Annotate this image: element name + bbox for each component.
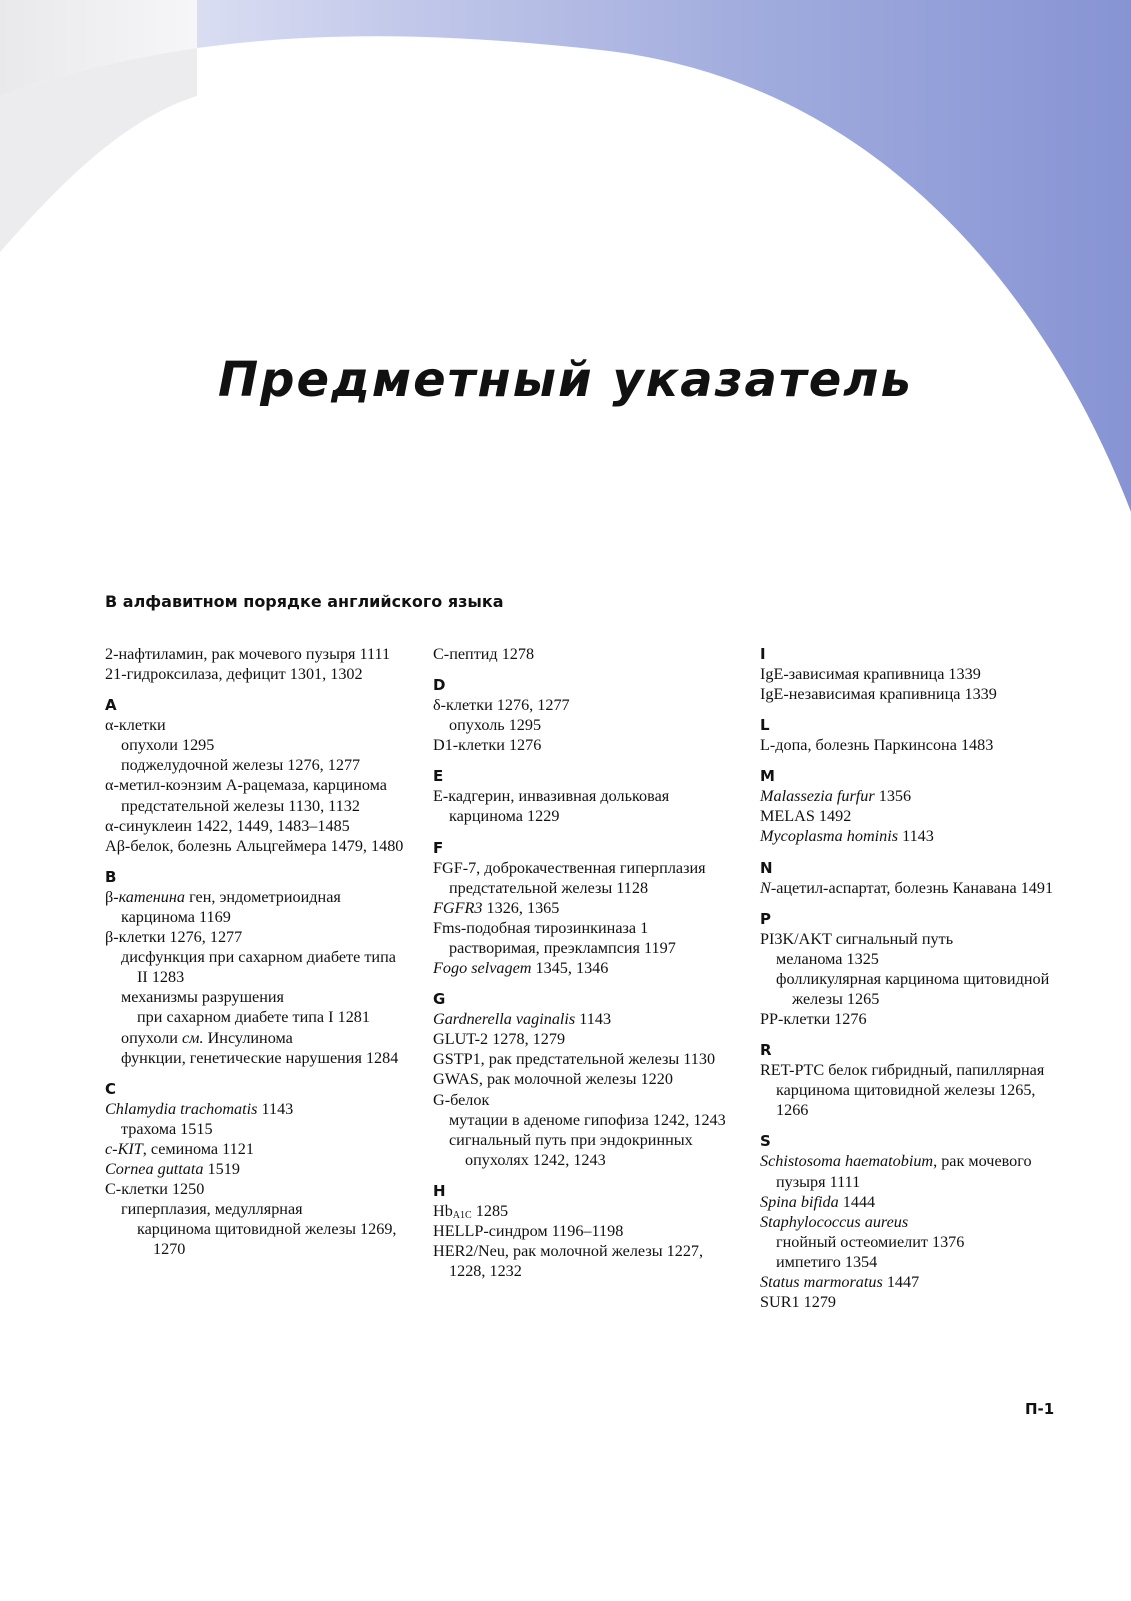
index-subentry: импетиго 1354 [776,1252,878,1271]
index-entry: RET-PTC белок гибридный, папиллярная карцинома щитовидной железы 1265, 1266 [760,1061,1045,1120]
entry-subscript: A1C [452,1209,472,1221]
entry-text: 1519 [203,1159,240,1178]
index-entry: 2-нафтиламин, рак мочевого пузыря 1111 [105,645,391,663]
entry-italic-term: Fogo selvagem [433,959,532,978]
entry-italic-term: Schistosoma haematobium [760,1152,934,1171]
entry-text: 1143 [257,1099,294,1118]
index-entry [760,826,1060,846]
letter-heading-i: I [760,645,766,663]
entry-italic-term: Chlamydia trachomatis [105,1099,258,1118]
entry-text: β- [105,887,119,906]
index-entry: Fms-подобная тирозинкиназа 1 растворимая, преэклампсия 1197 [433,918,676,957]
index-entry: SUR1 1279 [760,1293,837,1312]
index-entry [433,1009,738,1029]
index-entry: α-синуклеин 1422, 1449, 1483–1485 [105,816,350,835]
entry-italic-term: Spina bifida [760,1192,839,1211]
index-entry: PP-клетки 1276 [760,1010,867,1029]
index-entry [105,1139,410,1159]
index-subentry: дисфункция при сахарном диабете типа II 1283 [121,948,396,987]
letter-heading-b: B [105,867,117,886]
index-entry: IgE-зависимая крапивница 1339 [760,665,981,683]
entry-italic-term: Malassezia furfur [760,787,875,806]
entry-text: , семинома 1121 [142,1139,254,1158]
index-subentry: гнойный остеомиелит 1376 [776,1232,965,1251]
entry-italic-term: Gardnerella vaginalis [433,1010,576,1029]
entry-text: Hb [433,1201,453,1220]
page-title: Предметный указатель [218,352,913,408]
index-entry [105,1099,410,1119]
letter-heading-a: A [105,696,117,715]
index-entry: GLUT-2 1278, 1279 [433,1030,566,1049]
index-column-1 [105,644,410,1259]
index-entry: MELAS 1492 [760,807,852,826]
entry-text: 1447 [882,1272,920,1291]
entry-text: 1143 [575,1010,612,1029]
entry-italic-term: катенина [118,887,186,906]
letter-heading-e: E [433,767,444,786]
index-entry: C-клетки 1250 [105,1180,205,1199]
index-subentry: меланома 1325 [776,949,879,968]
entry-text: 1326, 1365 [482,898,560,917]
index-column-3 [760,644,1060,1312]
entry-italic-term: Status marmoratus [760,1272,883,1291]
index-entry [760,1272,1060,1292]
index-subentry: опухоль 1295 [449,716,542,735]
index-entry [105,1159,410,1179]
letter-heading-s: S [760,1132,771,1151]
index-entry: 21-гидроксилаза, дефицит 1301, 1302 [105,665,363,684]
index-subentry: гиперплазия, медуллярная [121,1200,303,1219]
entry-text: 1285 [471,1201,509,1220]
index-entry [760,1192,1060,1212]
entry-italic-term: Mycoplasma hominis [760,827,899,846]
index-subentry: мутации в аденоме гипофиза 1242, 1243 [449,1110,726,1129]
index-entry: α-метил-коэнзим А-рацемаза, карцинома предстательной железы 1130, 1132 [105,776,387,815]
letter-heading-l: L [760,716,770,735]
index-entry: Aβ-белок, болезнь Альцгеймера 1479, 1480 [105,836,404,855]
entry-text: 1444 [838,1192,876,1211]
index-subentry [105,1028,410,1048]
letter-heading-m: M [760,767,775,786]
index-entry [760,1212,1060,1232]
entry-italic-term: Cornea guttata [105,1159,204,1178]
index-entry [760,786,1060,806]
page-number: П-1 [1025,1400,1055,1418]
index-subsubentry: карцинома щитовидной железы 1269, 1270 [137,1220,397,1259]
entry-text: , рак мочевого пузыря 1111 [776,1152,1032,1191]
index-subentry: механизмы разрушения [121,988,285,1007]
index-entry: HER2/Neu, рак молочной железы 1227, 1228, 1232 [433,1242,704,1281]
index-entry: G-белок [433,1090,490,1109]
index-subentry: опухоли 1295 [121,736,215,755]
entry-text: -ацетил-аспартат, болезнь Канавана 1491 [770,878,1054,897]
index-subentry: фолликулярная карцинома щитовидной железы 1265 [776,969,1050,1008]
index-entry: GSTP1, рак предстательной железы 1130 [433,1050,716,1069]
entry-text: Инсулинома [203,1028,293,1047]
index-entry: L-допа, болезнь Паркинсона 1483 [760,736,994,755]
entry-italic-term: N [760,878,771,897]
letter-heading-f: F [433,838,444,857]
entry-text: ген, эндометриоидная карцинома 1169 [121,887,341,926]
letter-heading-p: P [760,909,771,928]
index-subentry: сигнальный путь при эндокринных опухолях 1242, 1243 [449,1130,693,1169]
entry-italic-term: Staphylococcus aureus [760,1212,909,1231]
index-entry: D1-клетки 1276 [433,736,542,755]
index-entry: β-клетки 1276, 1277 [105,928,243,947]
entry-text: 1143 [898,827,934,846]
index-entry [105,887,410,927]
letter-heading-d: D [433,676,446,695]
index-column-2 [433,644,738,1281]
entry-text: опухоли [121,1028,182,1047]
entry-text: 1356 [874,787,912,806]
index-subentry: трахома 1515 [121,1119,213,1138]
index-entry: C-пептид 1278 [433,645,535,663]
index-entry: FGF-7, доброкачественная гиперплазия предстательной железы 1128 [433,858,706,897]
index-entry: PI3K/AKT сигнальный путь [760,929,954,948]
entry-italic-term: c-KIT [105,1139,143,1158]
index-entry: Е-кадгерин, инвазивная дольковая карцинома 1229 [433,787,670,826]
index-subsubentry: при сахарном диабете типа I 1281 [137,1008,370,1027]
entry-italic-term: FGFR3 [433,898,483,917]
index-entry [760,878,1060,898]
index-entry [433,1201,738,1221]
letter-heading-h: H [433,1181,446,1200]
index-entry: GWAS, рак молочной железы 1220 [433,1070,673,1089]
index-subentry: функции, генетические нарушения 1284 [121,1048,399,1067]
index-entry: IgE-независимая крапивница 1339 [760,685,997,704]
index-entry [433,958,738,978]
index-entry: δ-клетки 1276, 1277 [433,696,570,715]
index-subentry: поджелудочной железы 1276, 1277 [121,756,361,775]
index-entry: HELLP-синдром 1196–1198 [433,1221,624,1240]
letter-heading-g: G [433,990,446,1009]
index-subtitle: В алфавитном порядке английского языка [105,592,504,611]
letter-heading-n: N [760,858,773,877]
entry-text: 1345, 1346 [531,959,609,978]
index-entry: α-клетки [105,716,166,735]
letter-heading-c: C [105,1079,117,1098]
entry-italic-term: см. [182,1028,204,1047]
index-entry [433,898,738,918]
letter-heading-r: R [760,1041,772,1060]
index-entry [760,1151,1060,1191]
